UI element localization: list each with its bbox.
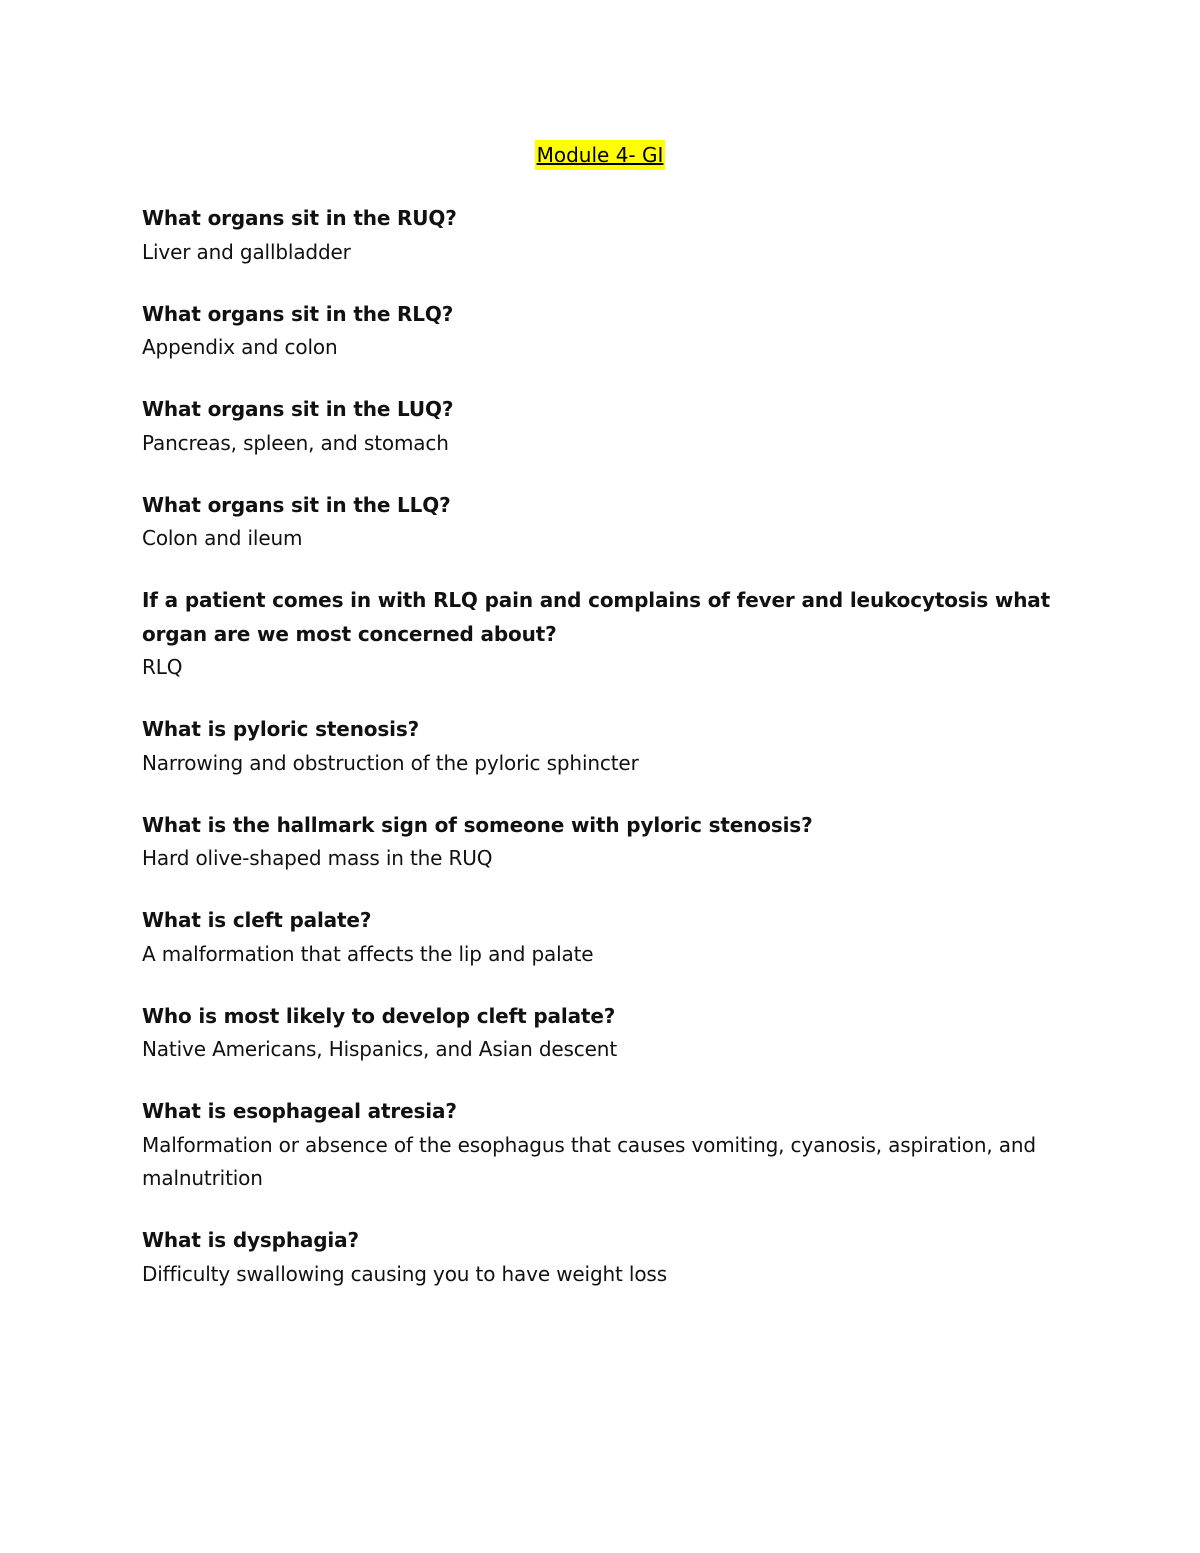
question-text: Who is most likely to develop cleft palate? [142, 1003, 616, 1028]
answer-text: RLQ [142, 655, 183, 679]
question-text: What is the hallmark sign of someone with pyloric stenosis? [142, 812, 813, 837]
qa-item [142, 202, 1062, 269]
question-text: What organs sit in the LLQ? [142, 492, 451, 517]
question-text: What is dysphagia? [142, 1228, 359, 1252]
answer-text: Appendix and colon [142, 335, 338, 359]
answer-text: Difficulty swallowing causing you to have weight loss [142, 1261, 667, 1286]
question-text: What is cleft palate? [142, 908, 372, 932]
qa-item [142, 1000, 1062, 1067]
answer-text: Pancreas, spleen, and stomach [142, 430, 449, 455]
title-container [0, 140, 1200, 170]
question-text: What organs sit in the RLQ? [142, 301, 454, 326]
qa-item [142, 904, 1062, 971]
answer-text: Liver and gallbladder [142, 239, 351, 264]
answer-text: A malformation that affects the lip and palate [142, 941, 594, 966]
qa-item [142, 298, 1062, 365]
question-text: What is pyloric stenosis? [142, 717, 420, 741]
question-text: What is esophageal atresia? [142, 1099, 457, 1123]
qa-item [142, 489, 1062, 556]
qa-item [142, 809, 1062, 876]
answer-text: Colon and ileum [142, 526, 303, 550]
qa-item [142, 1224, 1062, 1291]
qa-list [142, 202, 1062, 1320]
qa-item [142, 584, 1062, 685]
qa-item [142, 713, 1062, 780]
question-text: What organs sit in the LUQ? [142, 397, 454, 421]
question-text: What organs sit in the RUQ? [142, 206, 457, 230]
question-text: If a patient comes in with RLQ pain and complains of fever and leukocytosis what organ are we most concerned about? [142, 588, 1051, 646]
answer-text: Native Americans, Hispanics, and Asian descent [142, 1037, 618, 1061]
answer-text: Hard olive-shaped mass in the RUQ [142, 846, 493, 870]
answer-text: Narrowing and obstruction of the pyloric sphincter [142, 750, 639, 775]
qa-item [142, 1095, 1062, 1196]
document-title: Module 4- GI [535, 140, 666, 170]
qa-item [142, 393, 1062, 460]
answer-text: Malformation or absence of the esophagus that causes vomiting, cyanosis, aspiration, and malnutrition [142, 1132, 1036, 1190]
